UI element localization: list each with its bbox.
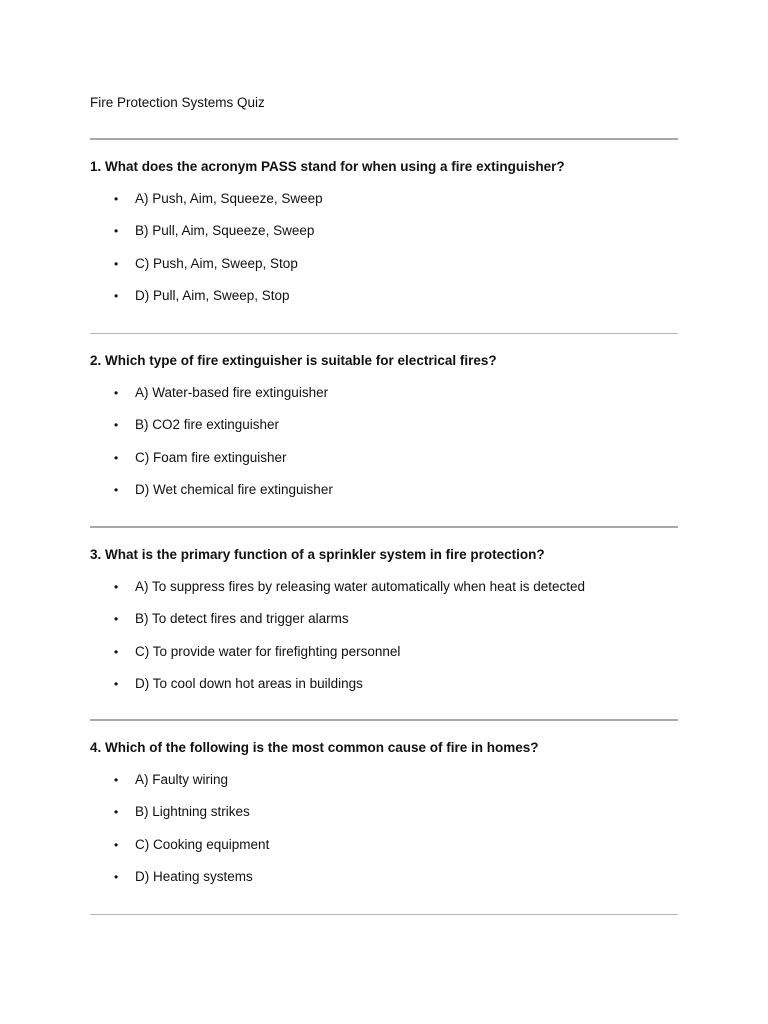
bullet-icon: • (114, 418, 119, 433)
option-label: A) Water-based fire extinguisher (135, 385, 329, 400)
option-c (90, 255, 678, 273)
option-b (90, 803, 678, 821)
bullet-icon: • (114, 612, 119, 627)
options-list (90, 771, 678, 886)
option-d (90, 675, 678, 693)
bullet-icon: • (114, 482, 119, 497)
document-title: Fire Protection Systems Quiz (90, 95, 265, 110)
options-list (90, 384, 678, 499)
divider-2 (90, 526, 678, 528)
bullet-icon: • (114, 869, 119, 884)
question-3 (90, 546, 678, 693)
option-label: B) Pull, Aim, Squeeze, Sweep (135, 223, 315, 239)
option-label: D) Wet chemical fire extinguisher (135, 481, 333, 497)
option-a (90, 771, 678, 789)
divider-3 (90, 719, 678, 721)
bullet-icon: • (114, 256, 119, 271)
bullet-icon: • (114, 773, 119, 787)
question-1 (90, 158, 678, 305)
option-b (90, 222, 678, 240)
option-label: D) Heating systems (135, 868, 253, 884)
bullet-icon: • (114, 644, 119, 659)
bullet-icon: • (114, 676, 119, 691)
bullet-icon: • (114, 224, 119, 239)
divider-top (90, 138, 678, 140)
option-b (90, 416, 678, 434)
option-a (90, 384, 678, 402)
bullet-icon: • (114, 837, 119, 852)
question-text: 4. Which of the following is the most common cause of fire in homes? (90, 740, 539, 755)
option-label: C) Cooking equipment (135, 836, 270, 852)
option-label: D) Pull, Aim, Sweep, Stop (135, 287, 290, 303)
option-b (90, 610, 678, 628)
option-label: A) Push, Aim, Squeeze, Sweep (135, 191, 323, 206)
option-d (90, 868, 678, 886)
question-text: 1. What does the acronym PASS stand for when using a fire extinguisher? (90, 159, 565, 174)
options-list (90, 578, 678, 693)
option-d (90, 287, 678, 305)
divider-1 (90, 333, 678, 334)
option-label: B) To detect fires and trigger alarms (135, 611, 349, 627)
divider-bottom (90, 914, 678, 915)
option-label: B) Lightning strikes (135, 804, 250, 820)
option-a (90, 190, 678, 208)
bullet-icon: • (114, 805, 119, 820)
bullet-icon: • (114, 386, 119, 400)
option-label: C) To provide water for firefighting personnel (135, 643, 401, 659)
option-label: C) Foam fire extinguisher (135, 449, 287, 465)
option-label: C) Push, Aim, Sweep, Stop (135, 255, 298, 271)
option-a (90, 578, 678, 596)
bullet-icon: • (114, 450, 119, 465)
options-list (90, 190, 678, 305)
option-c (90, 836, 678, 854)
question-text: 3. What is the primary function of a sprinkler system in fire protection? (90, 547, 545, 562)
question-4 (90, 739, 678, 886)
option-label: B) CO2 fire extinguisher (135, 417, 280, 433)
option-label: D) To cool down hot areas in buildings (135, 675, 363, 691)
option-c (90, 643, 678, 661)
question-2 (90, 352, 678, 499)
option-label: A) To suppress fires by releasing water automatically when heat is detected (135, 579, 585, 594)
option-label: A) Faulty wiring (135, 772, 229, 787)
option-c (90, 449, 678, 467)
option-d (90, 481, 678, 499)
question-text: 2. Which type of fire extinguisher is suitable for electrical fires? (90, 353, 497, 368)
bullet-icon: • (114, 288, 119, 303)
bullet-icon: • (114, 192, 119, 206)
bullet-icon: • (114, 580, 119, 594)
